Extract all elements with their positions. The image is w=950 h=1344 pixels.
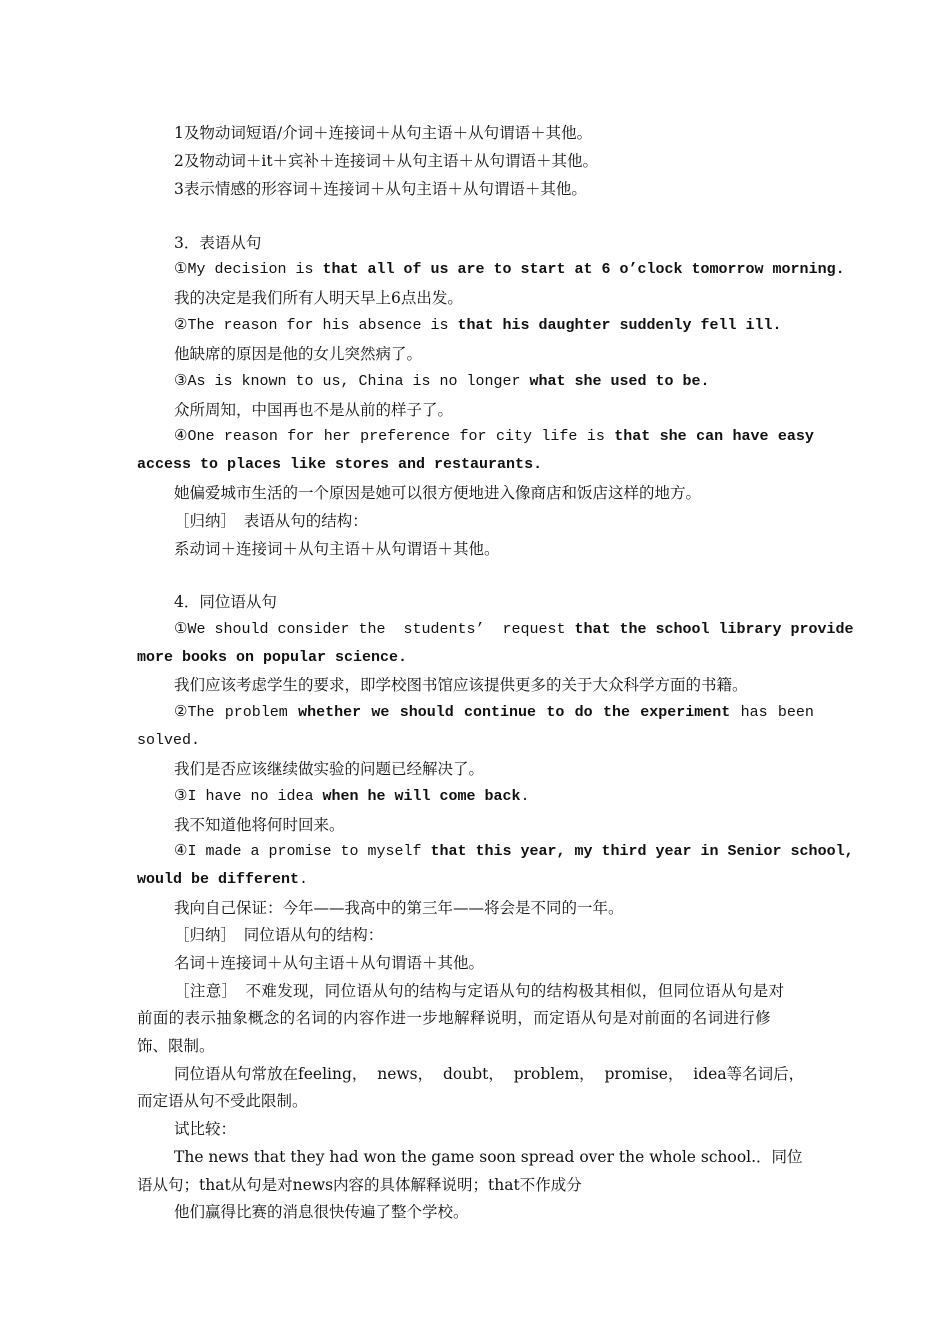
word: reason	[223, 428, 278, 445]
compare-translation: 他们赢得比赛的消息很快传遍了整个学校。	[174, 1203, 469, 1221]
sec4-example-2-continued: solved.	[137, 732, 201, 749]
note-line-1: ［注意］ 不难发现，同位语从句的结构与定语从句的结构极其相似，但同位语从句是对	[174, 982, 785, 1000]
word: do	[574, 704, 593, 721]
example-bold: what she used to be.	[529, 373, 710, 390]
word: has	[740, 704, 768, 721]
rule-line-1: 1及物动词短语/介词＋连接词＋从句主语＋从句谓语＋其他。	[174, 124, 593, 142]
word: have	[732, 428, 769, 445]
sec4-example-2	[174, 703, 814, 723]
example-bold: that this year, my third year in Senior school,	[430, 843, 854, 860]
sec4-example-2-translation: 我们是否应该继续做实验的问题已经解决了。	[174, 760, 485, 778]
word: ②The	[174, 704, 215, 721]
word: ④One	[174, 428, 215, 445]
sec3-example-2-translation: 他缺席的原因是他的女儿突然病了。	[174, 345, 423, 363]
sec3-example-2	[174, 316, 782, 336]
word: for	[459, 428, 487, 445]
sec3-example-3	[174, 372, 710, 392]
word: the	[602, 704, 630, 721]
word: can	[696, 428, 724, 445]
note-line-2: 前面的表示抽象概念的名词的内容作进一步地解释说明，而定语从句是对前面的名词进行修	[137, 1009, 772, 1027]
example-bold: would be different	[137, 871, 300, 888]
word: whether	[298, 704, 362, 721]
word: that	[614, 428, 651, 445]
sec3-example-4-translation: 她偏爱城市生活的一个原因是她可以很方便地进入像商店和饭店这样的地方。	[174, 484, 702, 502]
placement-line-1: 同位语从句常放在feeling， news， doubt， problem， promise， idea等名词后，	[174, 1065, 805, 1083]
sec4-summary-label: ［归纳］ 同位语从句的结构：	[174, 926, 384, 944]
section-4-heading: 4．同位语从句	[174, 593, 277, 611]
sec3-example-4-continued: access to places like stores and restaurants.	[137, 456, 543, 473]
section-3-heading: 3．表语从句	[174, 234, 262, 252]
sec4-example-4	[174, 842, 854, 862]
sec4-example-4-continued	[137, 870, 308, 890]
word: life	[541, 428, 578, 445]
word: her	[323, 428, 351, 445]
sec4-example-3-translation: 我不知道他将何时回来。	[174, 816, 345, 834]
compare-line-2: 语从句；that从句是对news内容的具体解释说明；that不作成分	[137, 1176, 582, 1194]
sec3-example-4	[174, 427, 814, 447]
example-end: .	[520, 788, 530, 805]
note-line-3: 饰、限制。	[137, 1037, 215, 1055]
sec3-example-1-translation: 我的决定是我们所有人明天早上6点出发。	[174, 289, 463, 307]
example-bold: when he will come back	[322, 788, 521, 805]
word: should	[399, 704, 454, 721]
sec4-example-1-translation: 我们应该考虑学生的要求，即学校图书馆应该提供更多的关于大众科学方面的书籍。	[174, 676, 748, 694]
example-bold: that the school library provide	[574, 621, 854, 638]
example-plain: ①My decision is	[174, 261, 323, 278]
word: for	[287, 428, 315, 445]
example-bold: that all of us are to start at 6 o’clock tomorrow morning.	[322, 261, 845, 278]
sec3-summary-label: ［归纳］ 表语从句的结构：	[174, 512, 368, 530]
example-plain: ③I have no idea	[174, 788, 323, 805]
sec4-example-1	[174, 620, 854, 640]
sec3-summary-text: 系动词＋连接词＋从句主语＋从句谓语＋其他。	[174, 540, 500, 558]
compare-label: 试比较：	[174, 1120, 237, 1138]
example-plain: ②The reason for his absence is	[174, 317, 458, 334]
word: been	[777, 704, 814, 721]
sec4-example-1-continued: more books on popular science.	[137, 649, 408, 666]
example-plain: ③As is known to us, China is no longer	[174, 373, 530, 390]
sec3-example-3-translation: 众所周知，中国再也不是从前的样子了。	[174, 401, 454, 419]
word: preference	[360, 428, 451, 445]
placement-line-2: 而定语从句不受此限制。	[137, 1092, 308, 1110]
word: she	[659, 428, 687, 445]
example-end: .	[299, 871, 309, 888]
example-plain: ①We should consider the students’ request	[174, 621, 575, 638]
word: problem	[224, 704, 288, 721]
example-bold: that his daughter suddenly fell ill.	[457, 317, 782, 334]
sec4-example-4-translation: 我向自己保证：今年——我高中的第三年——将会是不同的一年。	[174, 899, 624, 917]
word: experiment	[640, 704, 731, 721]
compare-line-1: The news that they had won the game soon spread over the whole school.．同位	[174, 1148, 803, 1166]
word: city	[495, 428, 532, 445]
sec4-example-3	[174, 787, 530, 807]
rule-line-2: 2及物动词＋it＋宾补＋连接词＋从句主语＋从句谓语＋其他。	[174, 152, 599, 170]
sec3-example-1	[174, 260, 845, 280]
word: we	[371, 704, 390, 721]
word: is	[586, 428, 605, 445]
word: easy	[777, 428, 814, 445]
sec4-summary-text: 名词＋连接词＋从句主语＋从句谓语＋其他。	[174, 954, 485, 972]
word: to	[546, 704, 565, 721]
word: continue	[464, 704, 537, 721]
example-plain: ④I made a promise to myself	[174, 843, 431, 860]
rule-line-3: 3表示情感的形容词＋连接词＋从句主语＋从句谓语＋其他。	[174, 180, 587, 198]
